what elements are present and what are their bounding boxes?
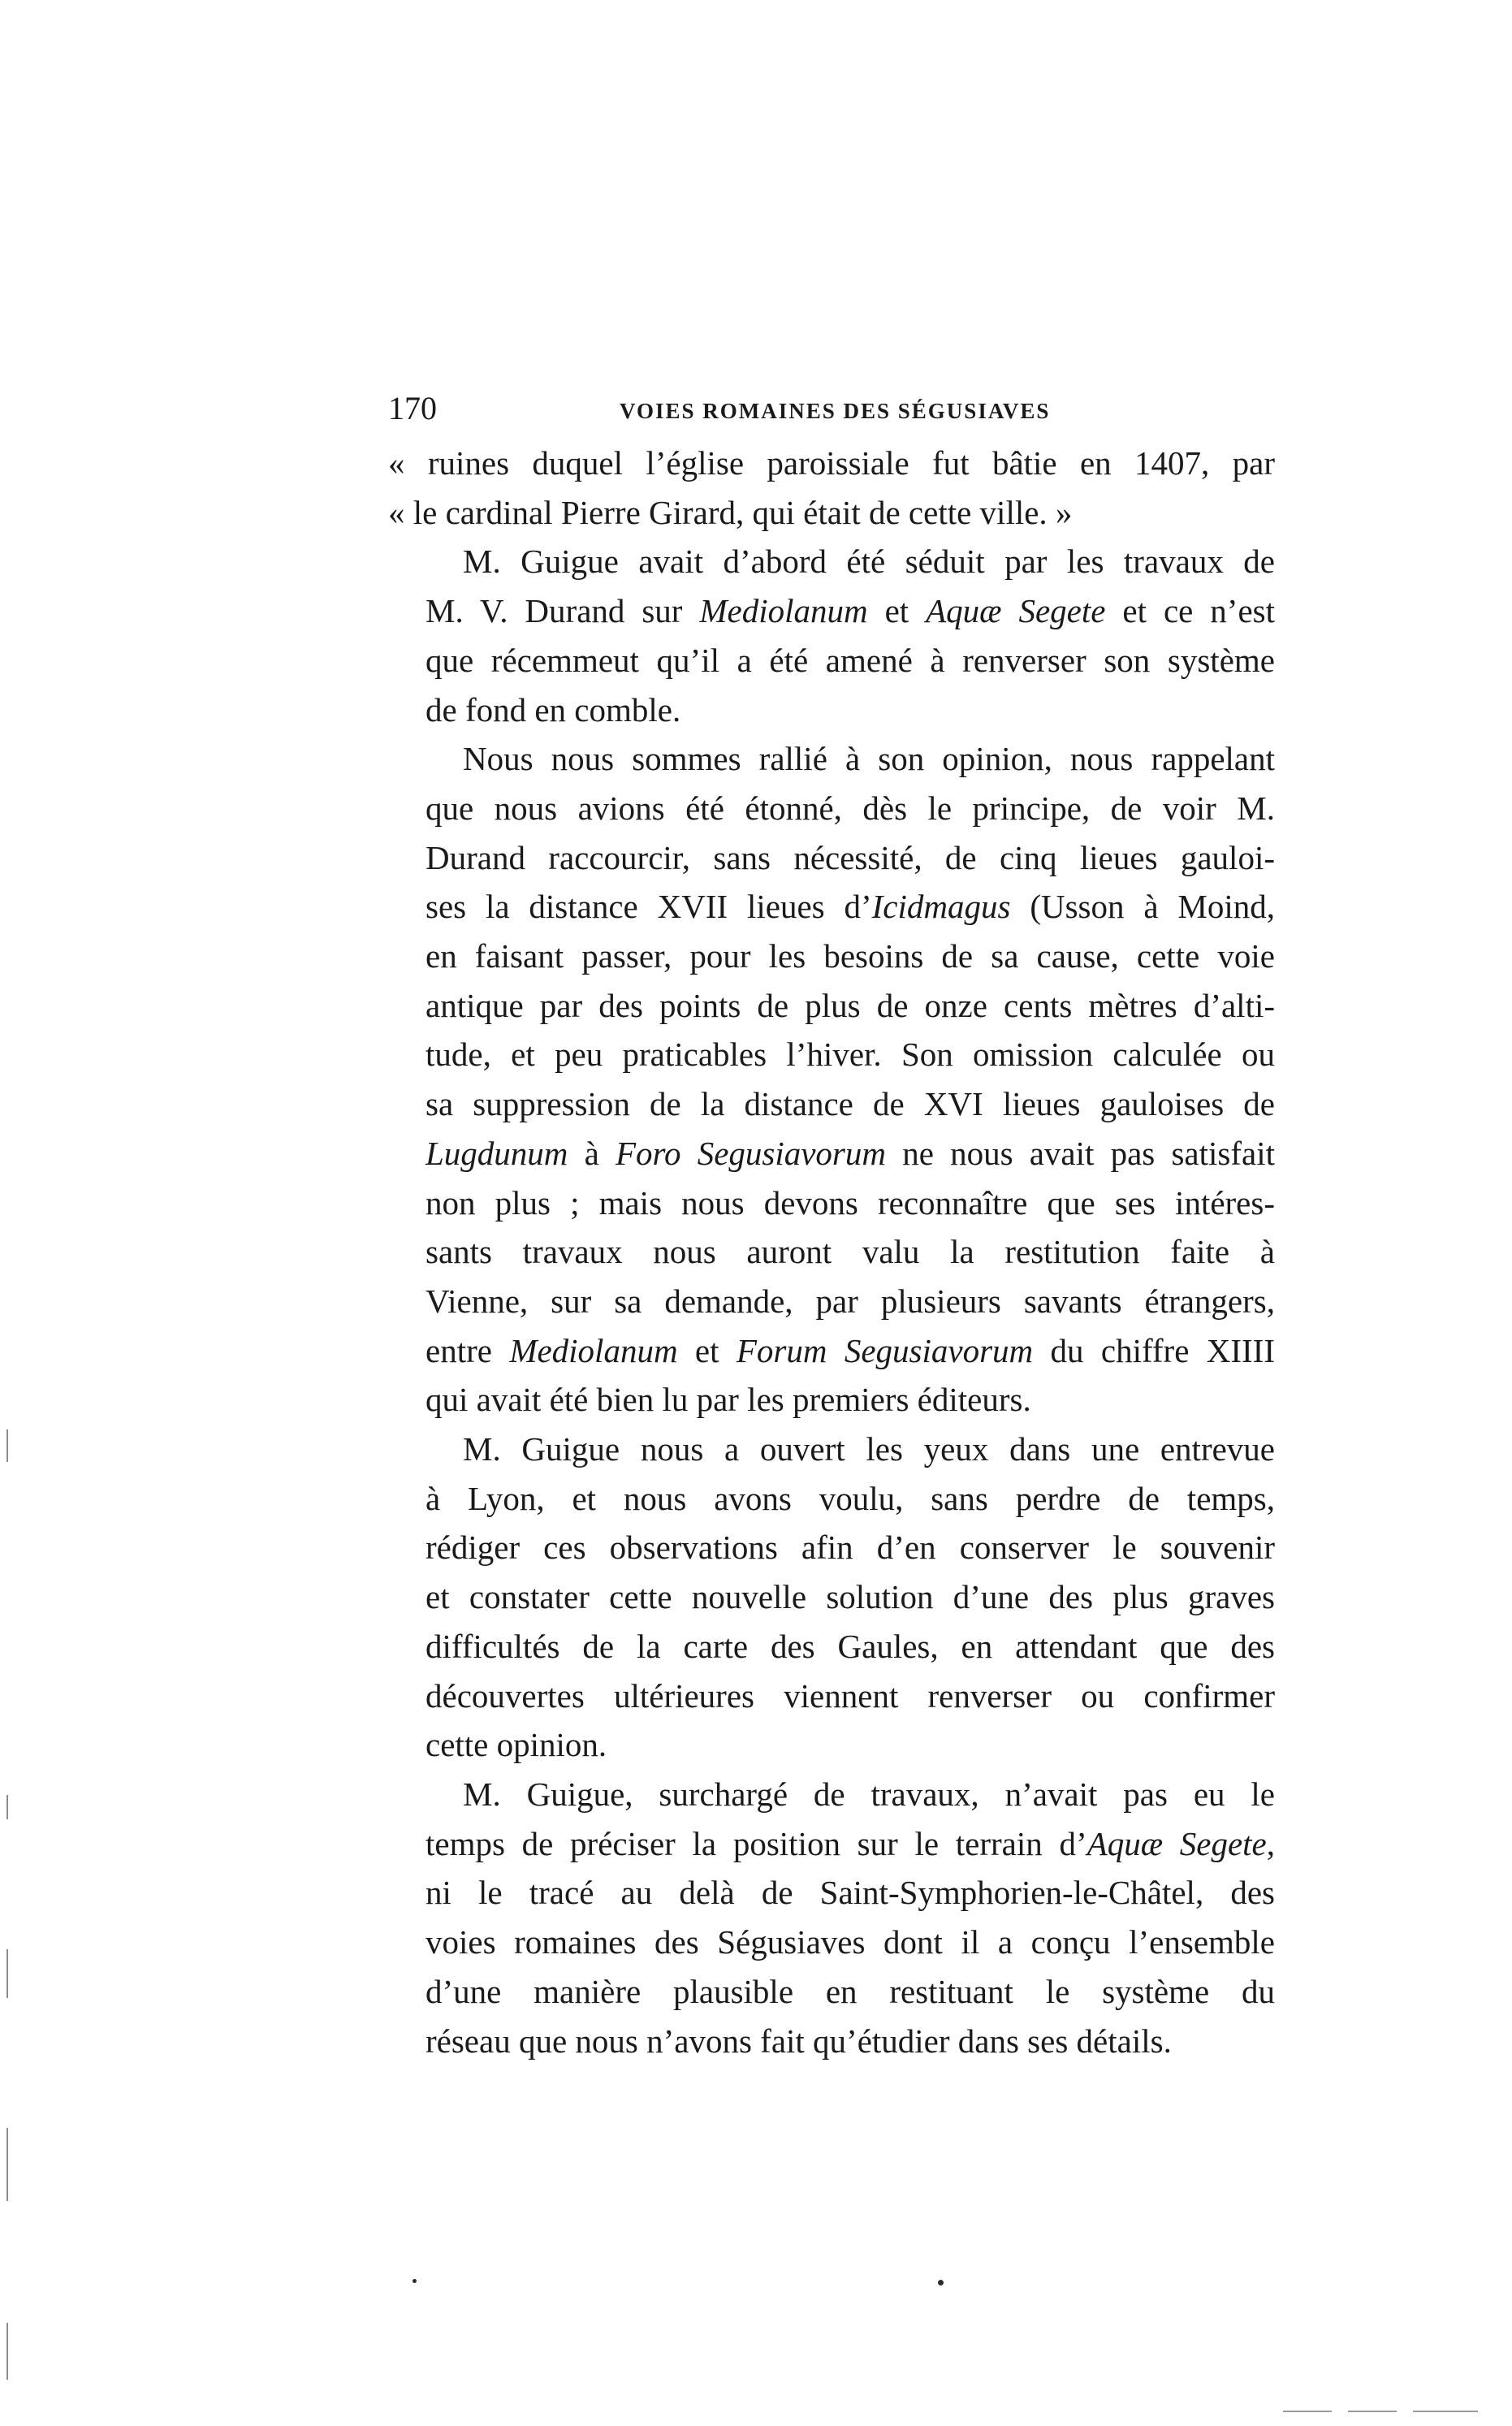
latin-place-name: Foro Segusiavorum — [616, 1134, 886, 1172]
text-line: qui avait été bien lu par les premiers éditeurs. — [426, 1381, 1031, 1419]
paragraph-durand-works — [388, 537, 1275, 734]
text-line: non plus ; mais nous devons reconnaître que ses intéres- — [426, 1183, 1275, 1222]
text-line: « ruines duquel l’église paroissiale fut bâtie en 1407, par — [388, 444, 1275, 482]
text-line: de fond en comble. — [426, 690, 681, 729]
text-line: entre Mediolanum et Forum Segusiavorum du chiffre XIIII — [426, 1331, 1275, 1369]
text-line: difficultés de la carte des Gaules, en attendant que des — [426, 1627, 1275, 1665]
latin-place-name: Aquæ Segete — [1086, 1824, 1267, 1862]
text-line: Vienne, sur sa demande, par plusieurs savants étrangers, — [426, 1282, 1275, 1320]
latin-place-name: Lugdunum — [426, 1134, 568, 1172]
text-line: M. Guigue, surchargé de travaux, n’avait pas eu le — [463, 1775, 1275, 1813]
page-number: 170 — [388, 390, 437, 426]
text-line: antique par des points de plus de onze cents mètres d’alti- — [426, 986, 1275, 1024]
text-line: Lugdunum à Foro Segusiavorum ne nous avait pas satisfait — [426, 1134, 1275, 1172]
text-line: ses la distance XVII lieues d’Icidmagus (Usson à Moind, — [426, 888, 1275, 926]
scan-edge-mark — [6, 2323, 8, 2380]
scan-edge-dash — [1348, 2411, 1397, 2412]
text-line: rédiger ces observations afin d’en conserver le souvenir — [426, 1529, 1275, 1567]
scan-edge-mark — [6, 1795, 8, 1819]
text-line: tude, et peu praticables l’hiver. Son omission calculée ou — [426, 1036, 1275, 1074]
latin-place-name: Mediolanum — [509, 1331, 678, 1369]
text-line: Nous nous sommes rallié à son opinion, nous rappelant — [463, 740, 1275, 778]
scan-speck — [413, 2279, 417, 2283]
latin-place-name: Aquæ Segete — [926, 592, 1106, 630]
text-line: découvertes ultérieures viennent renverser ou confirmer — [426, 1676, 1275, 1715]
text-line: temps de préciser la position sur le terrain d’Aquæ Segete, — [426, 1824, 1275, 1862]
latin-place-name: Mediolanum — [699, 592, 868, 630]
paragraph-rallied-opinion — [388, 734, 1275, 1425]
text-line: ni le tracé au delà de Saint-Symphorien-le-Châtel, des — [426, 1874, 1275, 1912]
scan-edge-dash — [1413, 2411, 1478, 2412]
text-line: en faisant passer, pour les besoins de sa cause, cette voie — [426, 937, 1275, 975]
paragraph-lyon-meeting — [388, 1425, 1275, 1770]
scan-speck — [938, 2280, 944, 2285]
text-line: à Lyon, et nous avons voulu, sans perdre de temps, — [426, 1479, 1275, 1517]
paragraph-guigue-overburdened — [388, 1770, 1275, 2065]
body-text — [388, 439, 1275, 2065]
text-line: M. V. Durand sur Mediolanum et Aquæ Segete et ce n’est — [426, 592, 1275, 630]
scan-edge-mark — [6, 1949, 8, 1998]
text-line: sants travaux nous auront valu la restitution faite à — [426, 1233, 1275, 1271]
text-line: sa suppression de la distance de XVI lieues gauloises de — [426, 1085, 1275, 1123]
text-line: voies romaines des Ségusiaves dont il a conçu l’ensemble — [426, 1923, 1275, 1961]
text-line: « le cardinal Pierre Girard, qui était de cette ville. » — [388, 493, 1073, 531]
text-line: que nous avions été étonné, dès le principe, de voir M. — [426, 789, 1275, 827]
text-line: que récemmeut qu’il a été amené à renverser son système — [426, 641, 1275, 679]
running-title: VOIES ROMAINES DES SÉGUSIAVES — [620, 399, 1051, 423]
scan-edge-mark — [6, 1429, 8, 1462]
text-line: cette opinion. — [426, 1726, 607, 1764]
latin-place-name: Forum Segusiavorum — [736, 1331, 1034, 1369]
running-head — [388, 388, 1275, 429]
paragraph-quote-end — [388, 439, 1275, 537]
scan-edge-dash — [1283, 2411, 1332, 2412]
text-line: M. Guigue avait d’abord été séduit par les travaux de — [463, 543, 1275, 581]
text-line: Durand raccourcir, sans nécessité, de cinq lieues gauloi- — [426, 838, 1275, 876]
latin-place-name: Icidmagus — [871, 888, 1011, 926]
scan-edge-mark — [6, 2128, 8, 2201]
text-line: et constater cette nouvelle solution d’une des plus graves — [426, 1578, 1275, 1616]
text-line: réseau que nous n’avons fait qu’étudier dans ses détails. — [426, 2022, 1172, 2060]
text-line: d’une manière plausible en restituant le système du — [426, 1972, 1275, 2010]
text-line: M. Guigue nous a ouvert les yeux dans une entrevue — [463, 1430, 1275, 1468]
